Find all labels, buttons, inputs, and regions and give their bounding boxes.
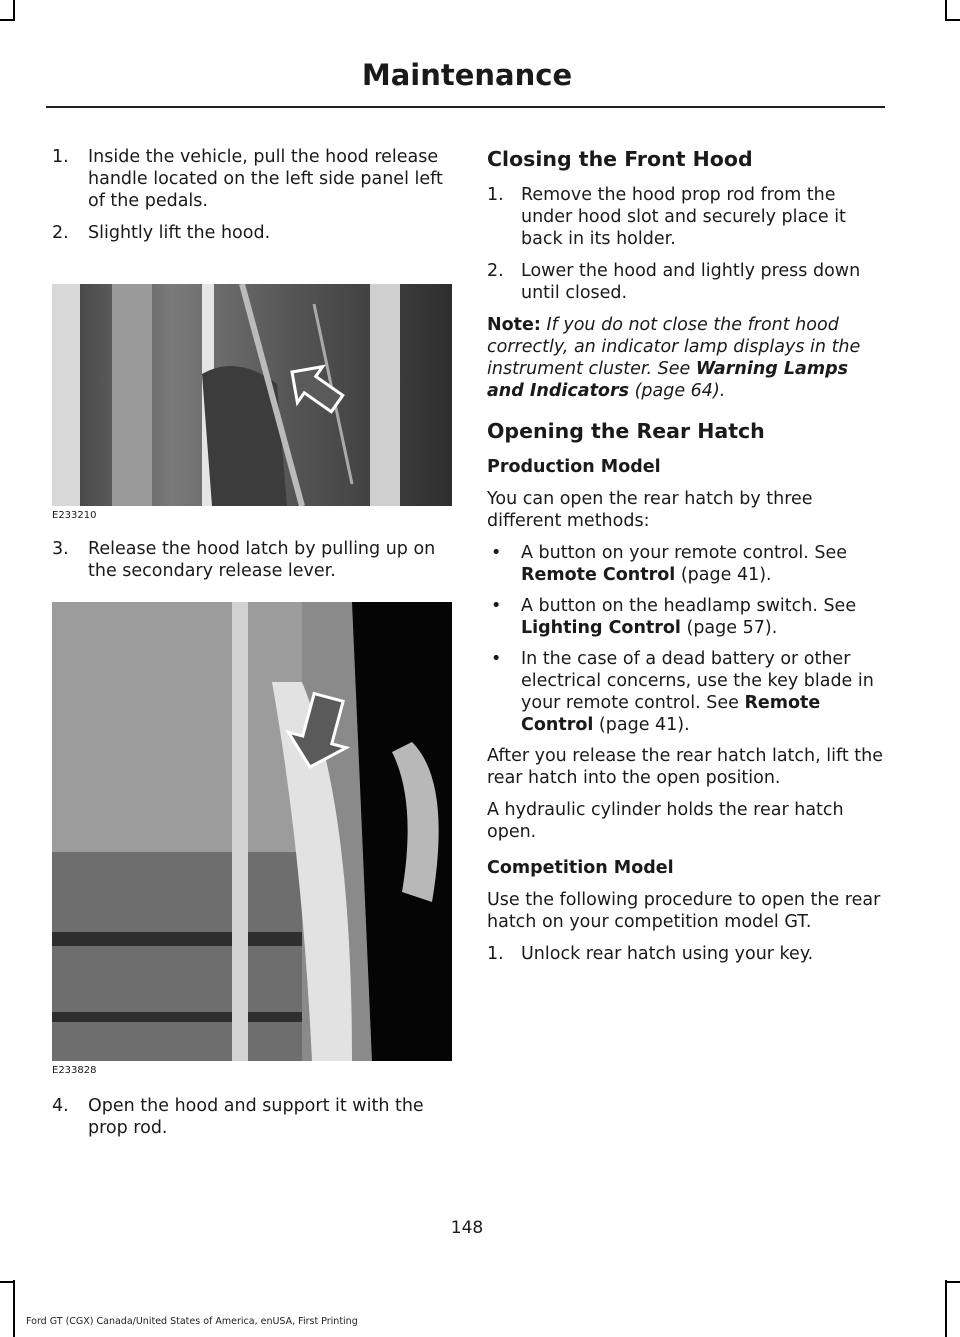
list-item xyxy=(52,538,452,582)
page-reference: (page 41). xyxy=(680,565,772,585)
bullet-marker: • xyxy=(491,596,502,616)
section-heading: Opening the Rear Hatch xyxy=(487,419,765,443)
step-number: 4. xyxy=(52,1096,69,1116)
header-divider xyxy=(46,106,885,108)
bullet-marker: • xyxy=(491,649,502,669)
step-number: 3. xyxy=(52,539,69,559)
step-text: Slightly lift the hood. xyxy=(88,223,271,243)
bullet-text: A button on your remote control. See xyxy=(521,543,848,563)
step-text: Inside the vehicle, pull the hood release handle located on the left side panel left of the pedals. xyxy=(88,147,443,211)
step-number: 2. xyxy=(52,223,69,243)
note-label: Note: xyxy=(487,315,541,335)
list-item xyxy=(52,222,452,244)
list-item xyxy=(487,648,887,736)
list-item xyxy=(487,260,887,304)
figure-code: E233210 xyxy=(52,510,97,521)
bullet-marker: • xyxy=(491,543,502,563)
step-number: 2. xyxy=(487,261,504,281)
step-text: Remove the hood prop rod from the under hood slot and securely place it back in its holder. xyxy=(521,185,846,249)
cross-reference-link[interactable]: Remote Control xyxy=(521,565,676,585)
footer-text: Ford GT (CGX) Canada/United States of America, enUSA, First Printing xyxy=(26,1316,358,1327)
section-heading: Closing the Front Hood xyxy=(487,147,753,171)
list-item xyxy=(487,184,887,250)
list-item xyxy=(487,943,887,965)
cross-reference-link[interactable]: Lighting Control xyxy=(521,618,681,638)
crop-mark-top-right xyxy=(945,0,947,20)
subsection-heading: Competition Model xyxy=(487,858,674,878)
step-number: 1. xyxy=(487,185,504,205)
figure-secondary-release-lever xyxy=(52,602,452,1061)
step-text: Lower the hood and lightly press down until closed. xyxy=(521,261,861,303)
step-number: 1. xyxy=(487,944,504,964)
note-text: If you do not close the front hood correctly, an indicator lamp displays in the instrument cluster. See xyxy=(487,315,861,379)
subsection-heading: Production Model xyxy=(487,457,661,477)
step-number: 1. xyxy=(52,147,69,167)
crop-mark-bottom-left-h xyxy=(0,1281,15,1283)
page-reference: (page 64). xyxy=(634,381,726,401)
list-item xyxy=(52,1095,452,1139)
paragraph: You can open the rear hatch by three different methods: xyxy=(487,489,813,531)
page-title: Maintenance xyxy=(361,58,573,92)
page-number: 148 xyxy=(450,1218,484,1238)
figure-code: E233828 xyxy=(52,1065,97,1076)
cross-reference-link[interactable]: Warning Lamps and Indicators xyxy=(487,359,849,401)
figure-hood-release-handle xyxy=(52,284,452,506)
crop-mark-bottom-right-h xyxy=(945,1281,960,1283)
page-reference: (page 57). xyxy=(686,618,778,638)
step-text: Open the hood and support it with the prop rod. xyxy=(88,1096,424,1138)
paragraph: After you release the rear hatch latch, lift the rear hatch into the open position. xyxy=(487,746,883,788)
cross-reference-link[interactable]: Remote Control xyxy=(521,693,821,735)
crop-mark-bottom-left xyxy=(13,1280,15,1337)
crop-mark-top-right-h xyxy=(945,19,960,21)
list-item xyxy=(487,542,887,586)
list-item xyxy=(52,146,452,212)
left-column xyxy=(52,146,452,1149)
crop-mark-bottom-right xyxy=(945,1280,947,1337)
paragraph: A hydraulic cylinder holds the rear hatch open. xyxy=(487,800,844,842)
list-item xyxy=(487,595,887,639)
hood-release-illustration xyxy=(52,284,452,506)
secondary-release-illustration xyxy=(52,602,452,1061)
step-text: Unlock rear hatch using your key. xyxy=(521,944,814,964)
note xyxy=(487,314,887,402)
bullet-text: A button on the headlamp switch. See xyxy=(521,596,857,616)
paragraph: Use the following procedure to open the rear hatch on your competition model GT. xyxy=(487,890,881,932)
right-column xyxy=(487,146,887,975)
crop-mark-top-left-h xyxy=(0,19,15,21)
crop-mark-top-left xyxy=(13,0,15,20)
bullet-text: In the case of a dead battery or other electrical concerns, use the key blade in your remote control. See xyxy=(521,649,874,713)
page-reference: (page 41). xyxy=(598,715,690,735)
step-text: Release the hood latch by pulling up on the secondary release lever. xyxy=(88,539,436,581)
